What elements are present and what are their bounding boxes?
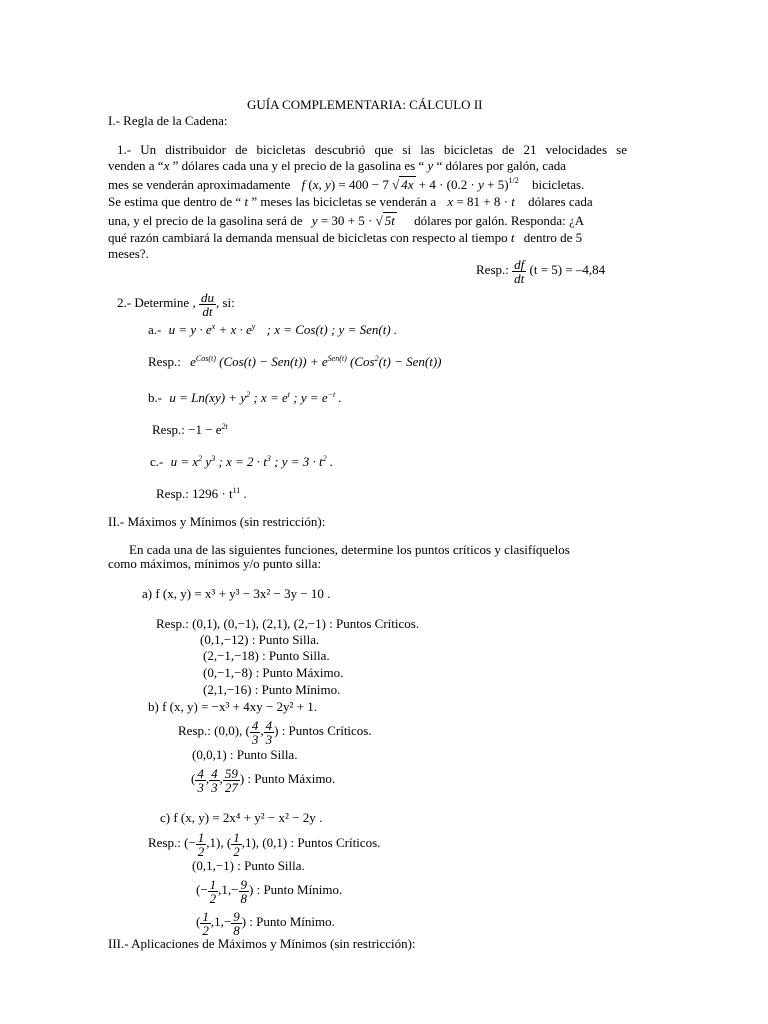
problem-2b: b.- $u = Ln(xy) + y^2$ ; $x = e^t$ ; $y = e^{-t}$ . <box>148 390 342 405</box>
problem-3b-answer-2: (0,0,1) : Punto Silla. <box>192 747 298 762</box>
problem-1-line-3: mes se venderán aproximadamente f (x, y) = 400 − 7 √ $4x + 4 \cdot (0.2 \cdot y + 5)^{1/2}$ bicicletas. <box>108 176 585 192</box>
problem-3c-answer-4: ( $\frac{1}{2}$ ,1,− $\frac{9}{8}$ ) : Punto Mínimo. <box>196 908 335 938</box>
problem-3b-answer-3: ( $\frac{4}{3}$ , $\frac{4}{3}$ , $\frac{59}{27}$ ) : Punto Máximo. <box>191 765 336 795</box>
problem-2b-answer: Resp.: $-1 - e^{2t}$ <box>152 422 228 437</box>
problem-1-line-5: una, y el precio de la gasolina será de y = 30 + 5 · √ 5t dólares por galón. Responda: ¿A <box>108 213 585 228</box>
problem-2-intro: 2.- Determine , $\frac{du}{dt}$ , si: <box>117 289 235 319</box>
problem-1-line-1: 1.- Un distribuidor de bicicletas descubrió que si las bicicletas de 21 velocidades se <box>117 142 627 157</box>
problem-3b-answer-1: Resp.: (0,0), ( $\frac{4}{3}$ , $\frac{4}{3}$ ) : Puntos Críticos. <box>178 717 372 747</box>
problem-3c-answer-1: Resp.: (− $\frac{1}{2}$ ,1), ( $\frac{1}{2}$ ,1), (0,1) : Puntos Críticos. <box>148 829 381 859</box>
problem-3a-answer-2: (0,1,−12) : Punto Silla. <box>200 632 320 647</box>
problem-1-line-2: venden a “x ” dólares cada una y el precio de la gasolina es “ y “ dólares por galón, cada <box>108 158 567 173</box>
problem-2a-answer: Resp.: $e^{Cos(t)}$ $(Cos(t) - Sen(t)) + e^{Sen(t)}$ (Cos$^2$(t) − Sen(t)) <box>148 354 442 369</box>
problem-1-line-4: Se estima que dentro de “ t ” meses las bicicletas se venderán a x = 81 + 8 · t dólares cada <box>108 194 593 209</box>
problem-3a-answer-1: Resp.: (0,1), (0,−1), (2,1), (2,−1) : Puntos Críticos. <box>156 616 420 631</box>
problem-1-line-6: qué razón cambiará la demanda mensual de bicicletas con respecto al tiempo t dentro de 5 <box>108 230 583 245</box>
page-title: GUÍA COMPLEMENTARIA: CÁLCULO II <box>247 97 483 112</box>
problem-2a: a.- $u = y \cdot e^x + x \cdot e^y$ ; x = Cos(t) ; y = Sen(t) . <box>148 322 398 337</box>
problem-2c: c.- $u = x^2$ $y^3$ ; $x = 2 \cdot t^3$ ; $y = 3 \cdot t^2$ . <box>150 454 334 469</box>
problem-3a-answer-5: (2,1,−16) : Punto Mínimo. <box>203 682 341 697</box>
problem-3a-answer-3: (2,−1,−18) : Punto Silla. <box>203 648 330 663</box>
section-heading-1: I.- Regla de la Cadena: <box>108 113 228 128</box>
problem-3a-function: a) f (x, y) = x³ + y³ − 3x² − 3y − 10 . <box>142 586 331 601</box>
problem-3a-answer-4: (0,−1,−8) : Punto Máximo. <box>203 665 344 680</box>
problem-3-line-1: En cada una de las siguientes funciones, determine los puntos críticos y clasifíquelos <box>129 542 570 557</box>
problem-1-line-7: meses?. <box>108 246 149 261</box>
problem-3c-answer-3: (− $\frac{1}{2}$ ,1,− $\frac{9}{8}$ ) : Punto Mínimo. <box>196 876 343 906</box>
problem-3-line-2: como máximos, mínimos y/o punto silla: <box>108 556 322 571</box>
problem-3c-answer-2: (0,1,−1) : Punto Silla. <box>192 858 305 873</box>
problem-1-answer: Resp.: $\frac{df}{dt}$ (t = 5) = –4,84 <box>476 256 606 286</box>
problem-3b-function: b) f (x, y) = −x³ + 4xy − 2y² + 1. <box>148 699 318 714</box>
problem-3c-function: c) f (x, y) = 2x⁴ + y² − x² − 2y . <box>160 810 323 825</box>
section-heading-3: III.- Aplicaciones de Máximos y Mínimos (sin restricción): <box>108 936 416 951</box>
problem-2c-answer: Resp.: $1296 \cdot t^{11}$ . <box>156 486 247 501</box>
section-heading-2: II.- Máximos y Mínimos (sin restricción): <box>108 514 326 529</box>
